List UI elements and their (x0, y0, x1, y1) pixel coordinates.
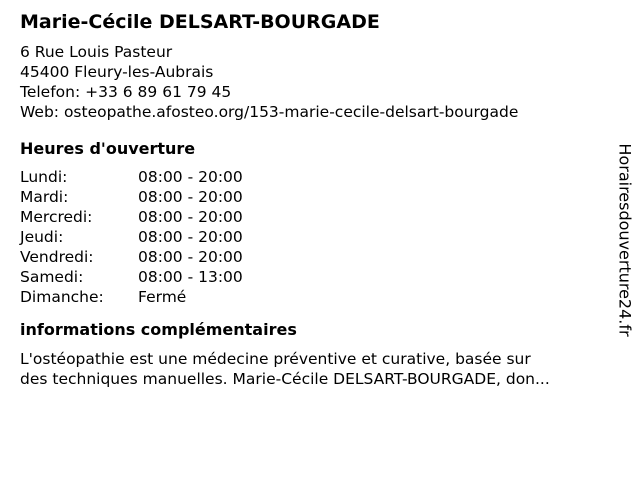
hours-time: 08:00 - 20:00 (138, 168, 243, 186)
hours-day: Jeudi: (20, 228, 64, 246)
website-link: Web: osteopathe.afosteo.org/153-marie-cecile-delsart-bourgade (20, 103, 519, 121)
hours-time: 08:00 - 20:00 (138, 228, 243, 246)
hours-day: Samedi: (20, 268, 84, 286)
hours-time: 08:00 - 13:00 (138, 268, 243, 286)
hours-table (20, 167, 610, 307)
hours-day: Vendredi: (20, 248, 94, 266)
hours-row-friday (20, 247, 610, 267)
hours-row-tuesday (20, 187, 610, 207)
address-street: 6 Rue Louis Pasteur (20, 43, 173, 61)
hours-row-wednesday (20, 207, 610, 227)
hours-time: 08:00 - 20:00 (138, 188, 243, 206)
hours-day: Mardi: (20, 188, 69, 206)
hours-row-saturday (20, 267, 610, 287)
hours-heading: Heures d'ouverture (20, 139, 196, 158)
info-description (20, 349, 620, 389)
info-line: des techniques manuelles. Marie-Cécile DELSART-BOURGADE, don... (20, 370, 550, 388)
info-heading: informations complémentaires (20, 320, 297, 339)
address-city: 45400 Fleury-les-Aubrais (20, 63, 214, 81)
hours-day: Mercredi: (20, 208, 93, 226)
hours-row-sunday (20, 287, 610, 307)
business-name: Marie-Cécile DELSART-BOURGADE (20, 11, 380, 33)
hours-time: 08:00 - 20:00 (138, 208, 243, 226)
hours-time: Fermé (138, 288, 187, 306)
business-card (20, 10, 610, 389)
hours-time: 08:00 - 20:00 (138, 248, 243, 266)
hours-row-thursday (20, 227, 610, 247)
phone-number: Telefon: +33 6 89 61 79 45 (20, 83, 232, 101)
site-watermark: Horairesdouverture24.fr (615, 143, 635, 337)
hours-day: Dimanche: (20, 288, 104, 306)
info-line: L'ostéopathie est une médecine préventive et curative, basée sur (20, 350, 531, 368)
hours-row-monday (20, 167, 610, 187)
hours-day: Lundi: (20, 168, 68, 186)
